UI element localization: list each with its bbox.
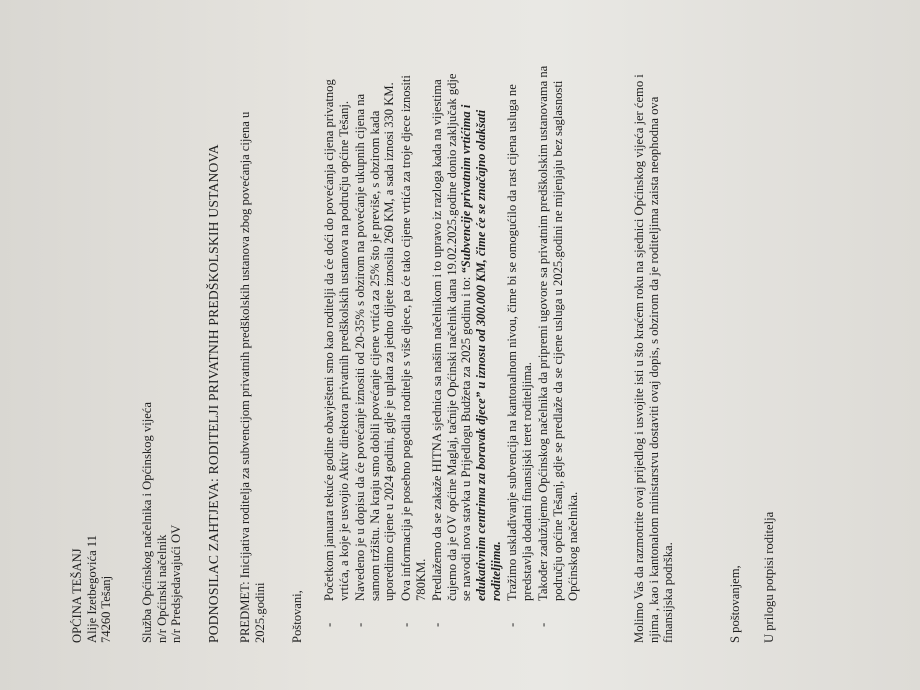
point-text: Početkom januara tekuće godine obavješteni smo kao roditelji da će doći do povećanja cijena privatnog vrtića, a koje je usvojio Aktiv direktora privatnih predškolskih ustanova na području općine Tešanj. <box>322 79 351 601</box>
city-postcode: 74260 Tešanj <box>99 575 114 643</box>
list-item <box>353 60 397 615</box>
emphasized-budget-item: “Subvencije privatnim vrtićima i edukativnim centrima za boravak djece” u iznosu od 300.000 KM, čime će se značajno olakšati roditeljima. <box>459 104 503 601</box>
point-text: Također zadužujemo Općinskog načelnika da pripremi ugovore sa privatnim predškolskim ustanovama na području općine Tešanj, gdje se predlaže da se cijene usluga u 2025.godini ne mijenjaju bez saglasnosti Općinskog načelnika. <box>536 65 580 601</box>
recipient-line-2: n/r Općinski načelnik <box>154 534 169 643</box>
list-item <box>322 60 351 615</box>
list-item <box>505 60 534 615</box>
point-text: Ova informacija je posebno pogodila roditelje s više djece, pa će tako cijene vrtića za troje djece iznositi 780KM. <box>398 75 428 601</box>
office-name: OPĆINA TEŠANJ <box>70 548 84 643</box>
request-points-list <box>322 60 582 615</box>
recipient-line-3: n/r Predsjedavajući OV <box>169 524 184 643</box>
list-item <box>536 60 580 615</box>
sender-address <box>70 83 114 643</box>
subject-line: PREDMET: Inicijativa roditelja za subvencijom privatnih predškolskih ustanova zbog povećanja cijena u 2025.godini <box>238 111 267 643</box>
list-item <box>399 60 428 615</box>
regards: S poštovanjem, <box>728 565 742 643</box>
recipient-line-1: Služba Općinskog načelnika i Općinskog vijeća <box>140 402 154 643</box>
street-address: Alije Izetbegovića 11 <box>84 535 99 643</box>
recipient-block <box>140 83 184 643</box>
attachment-note: U prilogu potpisi roditelja <box>762 511 776 643</box>
list-item <box>430 60 503 615</box>
point-text: Tražimo usklađivanje subvencija na kantonalnom nivou, čime bi se omogućilo da rast cijena usluga ne predstavlja dodatni finansijski teret roditeljima. <box>505 84 534 601</box>
submitter-line: PODNOSILAC ZAHTJEVA: RODITELJI PRIVATNIH PREDŠKOLSKIH USTANOVA <box>206 144 221 643</box>
point-text: Predlažemo da se zakaže HITNA sjednica sa našim načelnikom i to upravo iz razloga kada na vijestima čujemo da je OV općine Maglaj, tačnije Općinski načelnik dana 19.02.2025.godine donio zaključak gdje se navodi nova stavka u Prijedlogu Budžeta za 2025 godinu i to: <box>430 73 474 601</box>
point-text: Navedeno je u dopisu da će povećanje iznositi od 20-35% s obzirom na povećanje ukupnih cijena na samom tržištu. Na kraju smo dobili povećanje cijene vrtića za 25% što je previše, s obzirom kada uporedimo cijene u 2024 godini, gdje je uplata za jedno dijete iznosila 260 KM, a sada iznosi 330 KM. <box>353 82 397 601</box>
closing-paragraph: Molimo Vas da razmotrite ovaj prijedlog i usvojite isti u što kraćem roku na sjednici Općinskog vijeća jer ćemo i njima , kao i kantonalom ministarstvu dostaviti ovaj dopis, s obzirom da je roditeljima zaista neophodna ova finansijska podrška. <box>632 74 676 643</box>
greeting: Poštovani, <box>290 590 304 643</box>
